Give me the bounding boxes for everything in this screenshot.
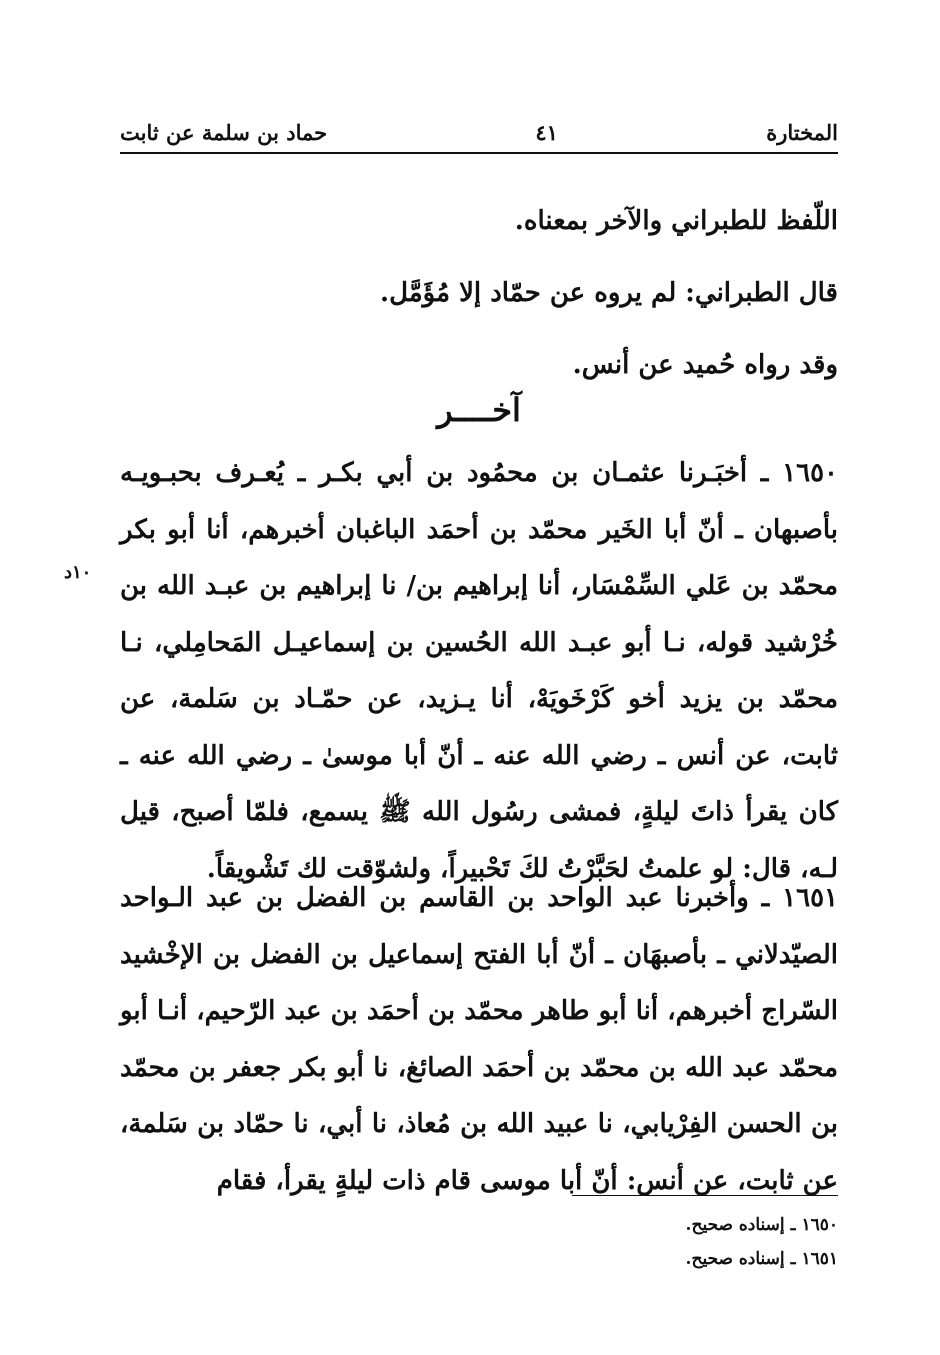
intro-block (120, 185, 838, 401)
intro-line: قال الطبراني: لم يروه عن حمّاد إلا مُؤَمَّل. (380, 278, 838, 308)
intro-line: اللّفظ للطبراني والآخر بمعناه. (514, 206, 838, 236)
footnote: ١٦٥١ ـ إسناده صحيح. (685, 1249, 838, 1269)
header-chapter-title: حماد بن سلمة عن ثابت (120, 119, 328, 145)
hadith-text: ـ وأخبرنا عبد الواحد بن القاسم بن الفضل بن عبد الـواحد الصيّدلاني ـ بأصبهَان ـ أنّ أبا الفتح إسماعيل بن الفضل بن الإخْشيد السّراج أخبرهم، أنا أبو طاهر محمّد بن أحمَد بن عبد الرّحيم، أنـا أبو محمّد عبد الله بن محمّد بن أحمَد الصائغ، نا أبو بكر جعفر بن محمّد بن الحسن الفِرْيابي، نا عبيد الله بن مُعاذ، نا أبي، نا حمّاد بن سَلمة، عن ثابت، عن أنس: أنّ أبا موسى قام ذات ليلةٍ يقرأ، فقام (120, 883, 839, 1196)
running-header (120, 112, 838, 152)
section-title: آخــــر (437, 391, 521, 429)
header-divider (120, 152, 838, 154)
footnotes (520, 1208, 838, 1276)
hadith-number: ١٦٥١ (782, 883, 838, 913)
footnote: ١٦٥٠ ـ إسناده صحيح. (685, 1215, 838, 1235)
page-number: ٤١ (535, 119, 558, 145)
intro-line: وقد رواه حُميد عن أنس. (572, 350, 838, 380)
footnote-divider (572, 1195, 838, 1196)
hadith-number: ١٦٥٠ (782, 458, 838, 488)
margin-manuscript-note: ١٠د (64, 562, 92, 583)
hadith-paragraph (120, 445, 838, 897)
hadith-text: ـ أخبَـرنا عثمـان بن محمُود بن أبي بكـر ـ يُعـرف بحبـويـه بأصبهان ـ أنّ أبا الخَير محمّد بن أحمَد الباغبان أخبرهم، أنا أبو بكر محمّد بن عَلي السِّمْسَار، أنا إبراهيم بن/ نا إبراهيم بن عبـد الله بن خُرْشيد قوله، نـا أبو عبـد الله الحُسين بن إسماعيـل المَحامِلي، نـا محمّد بن يزيد أخو كَرْخَويَهْ، أنا يـزيد، عن حمّـاد بن سَلمة، عن ثابت، عن أنس ـ رضي الله عنه ـ أنّ أبا موسىٰ ـ رضي الله عنه ـ كان يقرأ ذاتَ ليلةٍ، فمشى رسُول الله ﷺ يسمع، فلمّا أصبح، قيل لـه، قال: لو علمتُ لحَبَّرْتُ لكَ تَحْبيراً، ولشوّقت لك تَشْويقاً. (120, 458, 839, 884)
hadith-paragraph (120, 870, 838, 1209)
header-book-title: المختارة (766, 119, 838, 145)
